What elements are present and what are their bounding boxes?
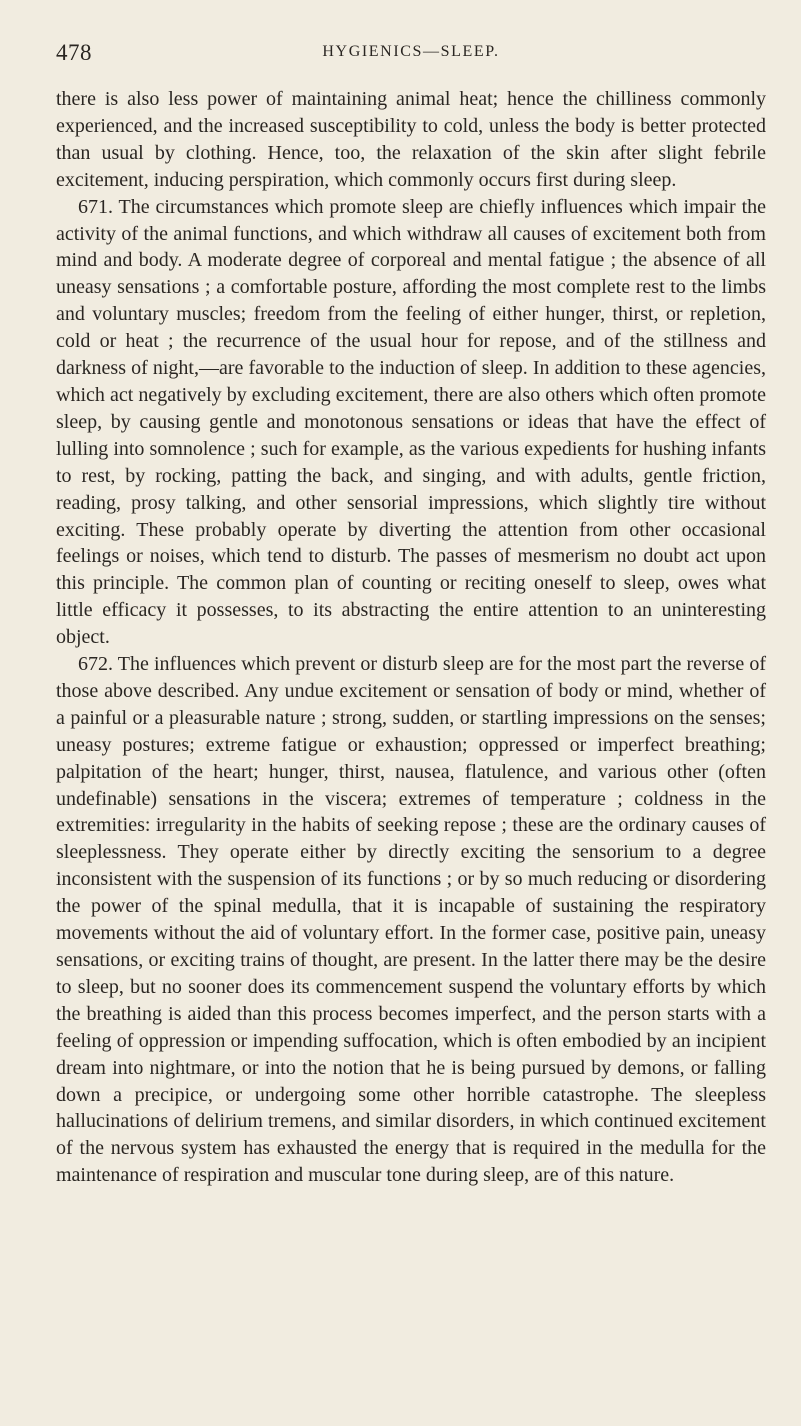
body-text [56,86,766,1189]
page-header [56,40,766,86]
paragraph-671: 671. The circumstances which promote sleep are chiefly influences which impair the activity of the animal functions, and which withdraw all causes of excitement both from mind and body. A moderate degree of corporeal and mental fatigue ; the absence of all uneasy sensations ; a comfortable posture, affording the most complete rest to the limbs and voluntary muscles; freedom from the feeling of either hunger, thirst, or repletion, cold or heat ; the recurrence of the usual hour for repose, and of the stillness and darkness of night,—are favorable to the induction of sleep. In addition to these agencies, which act negatively by excluding excitement, there are also others which often promote sleep, by causing gentle and monotonous sensations or ideas that have the effect of lulling into somnolence ; such for example, as the various expedients for hushing infants to rest, by rocking, patting the back, and singing, and with adults, gentle friction, reading, prosy talking, and other sensorial impressions, which slightly tire without exciting. These probably operate by diverting the attention from other occasional feelings or noises, which tend to disturb. The passes of mesmerism no doubt act upon this principle. The common plan of counting or reciting oneself to sleep, owes what little efficacy it possesses, to its abstracting the entire attention to an uninteresting object. [56,195,766,649]
paragraph-continued: there is also less power of maintaining animal heat; hence the chilliness commonly experienced, and the increased susceptibility to cold, unless the body is better protected than usual by clothing. Hence, too, the relaxation of the skin after slight febrile excitement, inducing perspiration, which commonly occurs first during sleep. [56,88,766,191]
page-number: 478 [56,40,92,65]
book-page [56,40,766,1189]
paragraph-672: 672. The influences which prevent or disturb sleep are for the most part the reverse of those above described. Any undue excitement or sensation of body or mind, whether of a painful or a pleasurable nature ; strong, sudden, or startling impressions on the senses; uneasy postures; extreme fatigue or exhaustion; oppressed or imperfect breathing; palpitation of the heart; hunger, thirst, nausea, flatulence, and various other (often undefinable) sensations in the viscera; extremes of temperature ; coldness in the extremities: irregularity in the habits of seeking repose ; these are the ordinary causes of sleeplessness. They operate either by directly exciting the sensorium to a degree inconsistent with the suspension of its functions ; or by so much reducing or disordering the power of the spinal medulla, that it is incapable of sustaining the respiratory movements without the aid of voluntary effort. In the former case, positive pain, uneasy sensations, or exciting trains of thought, are present. In the latter there may be the desire to sleep, but no sooner does its commencement suspend the voluntary efforts by which the breathing is aided than this process becomes imperfect, and the person starts with a feeling of oppression or impending suffocation, which is often embodied by an incipient dream into nightmare, or into the notion that he is being pursued by demons, or falling down a precipice, or undergoing some other horrible catastrophe. The sleepless hallucinations of delirium tremens, and similar disorders, in which continued excitement of the nervous system has exhausted the energy that is required in the medulla for the maintenance of respiration and muscular tone during sleep, are of this nature. [56,653,766,1187]
running-head: HYGIENICS—SLEEP. [322,43,500,60]
